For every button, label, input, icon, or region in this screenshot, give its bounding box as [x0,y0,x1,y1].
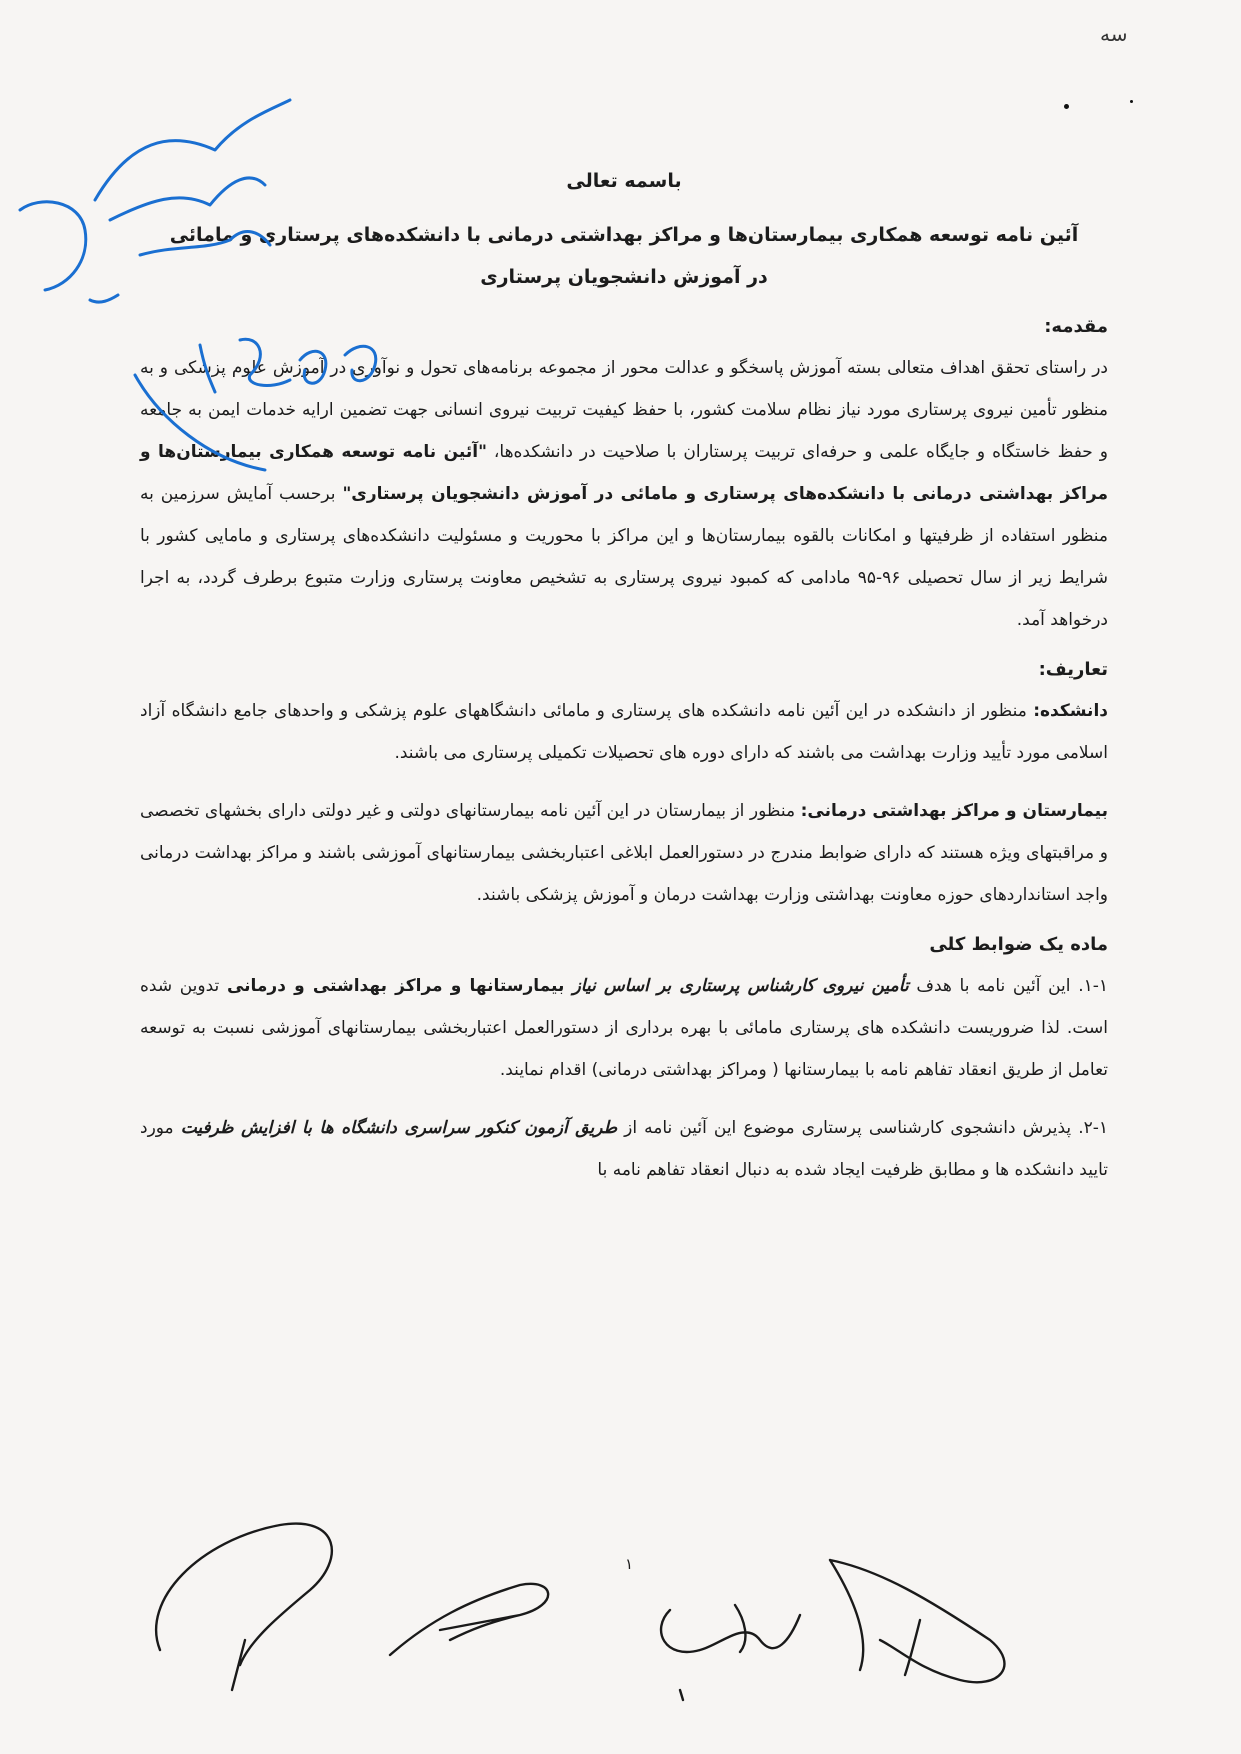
clause-number: ۱-۱. [1078,976,1108,996]
document-subtitle: در آموزش دانشجویان پرستاری [480,266,768,288]
clause-bold: بیمارستانها و مراکز بهداشتی و درمانی [226,976,573,996]
clause-emphasis: تأمین نیروی کارشناس پرستاری بر اساس نیاز [572,976,909,996]
intro-text-end: برحسب آمایش سرزمین به منظور استفاده از ظرفیتها و امکانات بالقوه بیمارستان‌ها و این مراکز با محوریت و مسئولیت دانشکده‌های پرستاری و مامایی کشور با شرایط زیر از سال تحصیلی ۹۶-۹۵ مادامی که کمبود نیروی پرستاری به تشخیص معاونت پرستاری وزارت متبوع برطرف گردد، به اجرا درخواهد آمد. [140,484,1108,630]
definition-text: منظور از بیمارستان در این آئین نامه بیمارستانهای دولتی و غیر دولتی دارای بخشهای تخصصی و مراقبتهای ویژه هستند که دارای ضوابط مندرج در دستورالعمل ابلاغی اعتباربخشی بیمارستانهای آموزشی باشند و مراکز بهداشت درمانی واجد استانداردهای حوزه معاونت بهداشتی وزارت بهداشت درمان و آموزش پزشکی باشند. [140,801,1108,905]
signature [661,1605,800,1700]
definitions-heading: تعاریف: [1038,659,1108,680]
clause-text-end: مورد تایید دانشکده ها و مطابق ظرفیت ایجاد شده به دنبال انعقاد تفاهم نامه با [140,1118,1108,1180]
annotation-scribble [110,178,265,220]
article-heading: ماده یک ضوابط کلی [929,934,1108,955]
date-underline [135,375,265,470]
annotation-scribble [20,202,86,290]
page-number: ۱ [625,1555,634,1573]
clause-emphasis: طریق آزمون کنکور سراسری دانشگاه ها با افزایش ظرفیت [180,1118,618,1138]
signature [390,1584,548,1655]
signature [830,1560,1004,1682]
intro-text: در راستای تحقق اهداف متعالی بسته آموزش پاسخگو و عدالت محور از مجموعه برنامه‌های تحول و نوآوری در آموزش علوم پزشکی و به منظور تأمین نیروی پرستاری مورد نیاز نظام سلامت کشور، با حفظ کیفیت تربیت نیروی انسانی جهت تضمین ارایه خدمات ایمن به جامعه و حفظ خاستگاه و جایگاه علمی و حرفه‌ای تربیت پرستاران با صلاحیت در دانشکده‌ها، [140,358,1108,462]
signature [156,1524,332,1690]
annotation-scribble [95,100,290,200]
corner-mark: سه [1100,22,1128,46]
clause-number: ۲-۱. [1078,1118,1108,1138]
annotation-scribble [140,232,270,255]
clause-text: این آئین نامه با هدف [908,976,1079,996]
clause-text-end: تدوین شده است. لذا ضروریست دانشکده های پرستاری مامائی با بهره برداری از دستورالعمل اعتباربخشی بیمارستانهای آموزشی نسبت به توسعه تعامل از طریق انعقاد تفاهم نامه با بیمارستانها ( ومراکز بهداشتی درمانی) اقدام نمایند. [140,976,1108,1080]
clause-text: پذیرش دانشجوی کارشناسی پرستاری موضوع این آئین نامه از [617,1118,1079,1138]
definition-text: منظور از دانشکده در این آئین نامه دانشکده های پرستاری و مامائی دانشگاههای علوم پزشکی و واحدهای جامع دانشگاه آزاد اسلامی مورد تأیید وزارت بهداشت می باشند که دارای دوره های تحصیلات تکمیلی پرستاری می باشند. [140,701,1108,763]
intro-bold-title: "آئین نامه توسعه همکاری بیمارستان‌ها و مراکز بهداشتی درمانی با دانشکده‌های پرستاری و مامائی در آموزش دانشجویان پرستاری" [140,442,1108,504]
handwritten-annotation [20,100,376,470]
document-title: آئین نامه توسعه همکاری بیمارستان‌ها و مراکز بهداشتی درمانی با دانشکده‌های پرستاری و مامائی [169,224,1079,246]
annotation-scribble [90,295,118,302]
definition-term: بیمارستان و مراکز بهداشتی درمانی: [800,801,1108,821]
intro-heading: مقدمه: [1044,316,1108,337]
basmala: باسمه تعالی [566,170,682,192]
definition-term: دانشکده: [1033,701,1108,721]
date-strokes [200,339,376,392]
signatures [156,1524,1004,1700]
